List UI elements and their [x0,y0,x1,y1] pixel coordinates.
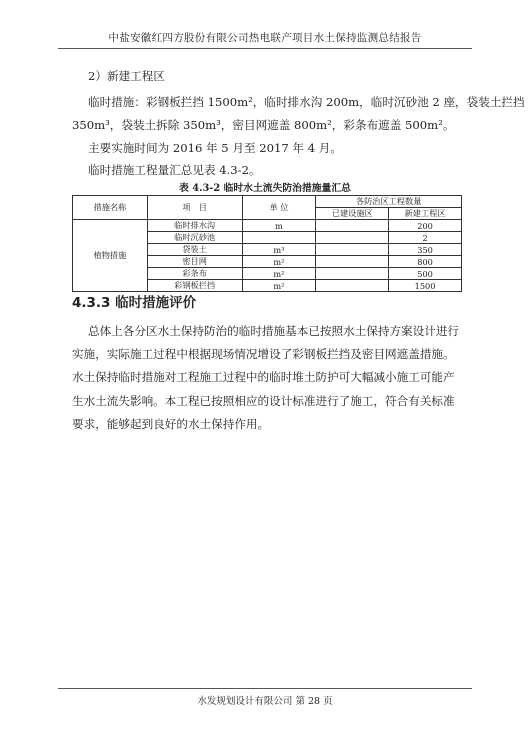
unit-cell: m² [242,268,316,280]
unit-cell: m³ [242,244,316,256]
category-cell: 植物措施 [73,220,148,292]
header-measure-name: 措施名称 [73,196,148,220]
unit-cell: m [242,220,316,232]
paragraph-line: 350m³，袋装土拆除 350m³，密目网遮盖 800m²，彩条布遮盖 500m²。 [72,118,455,132]
unit-cell: m² [242,280,316,292]
header-divider [58,48,472,49]
header-zone-new: 新建工程区 [389,208,462,220]
zone1-cell [316,268,389,280]
unit-cell: m² [242,256,316,268]
item-cell: 彩条布 [147,268,242,280]
table-row [73,220,462,232]
paragraph-line: 临时措施：彩钢板拦挡 1500m²，临时排水沟 200m，临时沉砂池 2 座，袋装土拦挡 [88,95,525,109]
zone1-cell [316,280,389,292]
zone2-cell: 1500 [389,280,462,292]
zone1-cell [316,232,389,244]
header-item: 项 目 [147,196,242,220]
measures-table [72,195,462,292]
table-caption: 表 4.3-2 临时水土流失防治措施量汇总 [179,183,351,194]
item-cell: 临时沉砂池 [147,232,242,244]
zone2-cell: 350 [389,244,462,256]
paragraph: 主要实施时间为 2016 年 5 月至 2017 年 4 月。 [88,141,342,155]
section-body: 总体上各分区水土保持防治的临时措施基本已按照水土保持方案设计进行实施，实际施工过程中根据现场情况增设了彩钢板拦挡及密目网遮盖措施。水土保持临时措施对工程施工过程中的临时堆土防护可大幅减小施工可能产生水土流失影响。本工程已按照相应的设计标准进行了施工，符合有关标准要求，能够起到良好的水土保持作用。 [72,324,460,431]
page-footer: 水发规划设计有限公司 第 28 页 [197,696,333,707]
footer-divider [58,688,472,689]
zone1-cell [316,220,389,232]
item-cell: 彩钢板拦挡 [147,280,242,292]
header-zone-existing: 已建设施区 [316,208,389,220]
zone2-cell: 200 [389,220,462,232]
header-quantity-group: 各防治区工程数量 [316,196,462,208]
zone1-cell [316,256,389,268]
zone2-cell: 800 [389,256,462,268]
zone2-cell: 500 [389,268,462,280]
zone2-cell: 2 [389,232,462,244]
unit-cell [242,232,316,244]
page-header: 中盐安徽红四方股份有限公司热电联产项目水土保持监测总结报告 [108,32,422,44]
subsection-heading: 2）新建工程区 [88,69,165,83]
item-cell: 密目网 [147,256,242,268]
zone1-cell [316,244,389,256]
paragraph: 临时措施工程量汇总见表 4.3-2。 [88,163,261,177]
item-cell: 袋装土 [147,244,242,256]
section-heading: 4.3.3 临时措施评价 [72,295,197,311]
header-unit: 单 位 [242,196,316,220]
item-cell: 临时排水沟 [147,220,242,232]
